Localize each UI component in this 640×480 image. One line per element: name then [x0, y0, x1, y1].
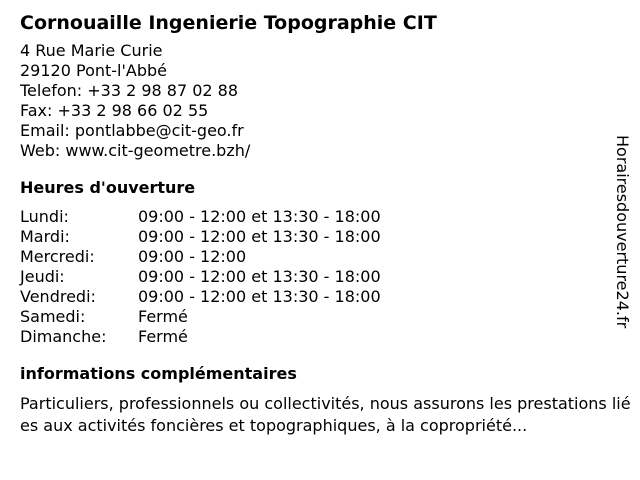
day-hours: 09:00 - 12:00 et 13:30 - 18:00	[138, 227, 381, 246]
day-hours: Fermé	[138, 307, 188, 326]
day-hours: 09:00 - 12:00 et 13:30 - 18:00	[138, 207, 381, 226]
phone-line: Telefon: +33 2 98 87 02 88	[20, 81, 239, 100]
hours-row	[20, 207, 610, 227]
day-hours: 09:00 - 12:00 et 13:30 - 18:00	[138, 287, 381, 306]
hours-row	[20, 287, 610, 307]
hours-row	[20, 247, 610, 267]
day-label: Dimanche:	[20, 327, 107, 346]
contact-block	[20, 41, 610, 161]
info-heading: informations complémentaires	[20, 364, 297, 383]
day-label: Mercredi:	[20, 247, 95, 266]
day-label: Lundi:	[20, 207, 69, 226]
day-hours: 09:00 - 12:00	[138, 247, 247, 266]
address-city: 29120 Pont-l'Abbé	[20, 61, 167, 80]
hours-row	[20, 327, 610, 347]
business-name: Cornouaille Ingenierie Topographie CIT	[20, 12, 437, 34]
hours-row	[20, 267, 610, 287]
day-label: Mardi:	[20, 227, 70, 246]
day-label: Samedi:	[20, 307, 86, 326]
web-line: Web: www.cit-geometre.bzh/	[20, 141, 251, 160]
day-hours: Fermé	[138, 327, 188, 346]
hours-row	[20, 227, 610, 247]
site-watermark: Horairesdouverture24.fr	[613, 135, 632, 329]
day-label: Vendredi:	[20, 287, 96, 306]
info-description: Particuliers, professionnels ou collectivités, nous assurons les prestations liées aux activités foncières et topographiques, à la copropriété...	[20, 394, 631, 435]
hours-heading: Heures d'ouverture	[20, 178, 196, 197]
fax-line: Fax: +33 2 98 66 02 55	[20, 101, 209, 120]
email-line: Email: pontlabbe@cit-geo.fr	[20, 121, 244, 140]
day-label: Jeudi:	[20, 267, 65, 286]
hours-row	[20, 307, 610, 327]
hours-table	[20, 207, 610, 347]
address-street: 4 Rue Marie Curie	[20, 41, 163, 60]
day-hours: 09:00 - 12:00 et 13:30 - 18:00	[138, 267, 381, 286]
